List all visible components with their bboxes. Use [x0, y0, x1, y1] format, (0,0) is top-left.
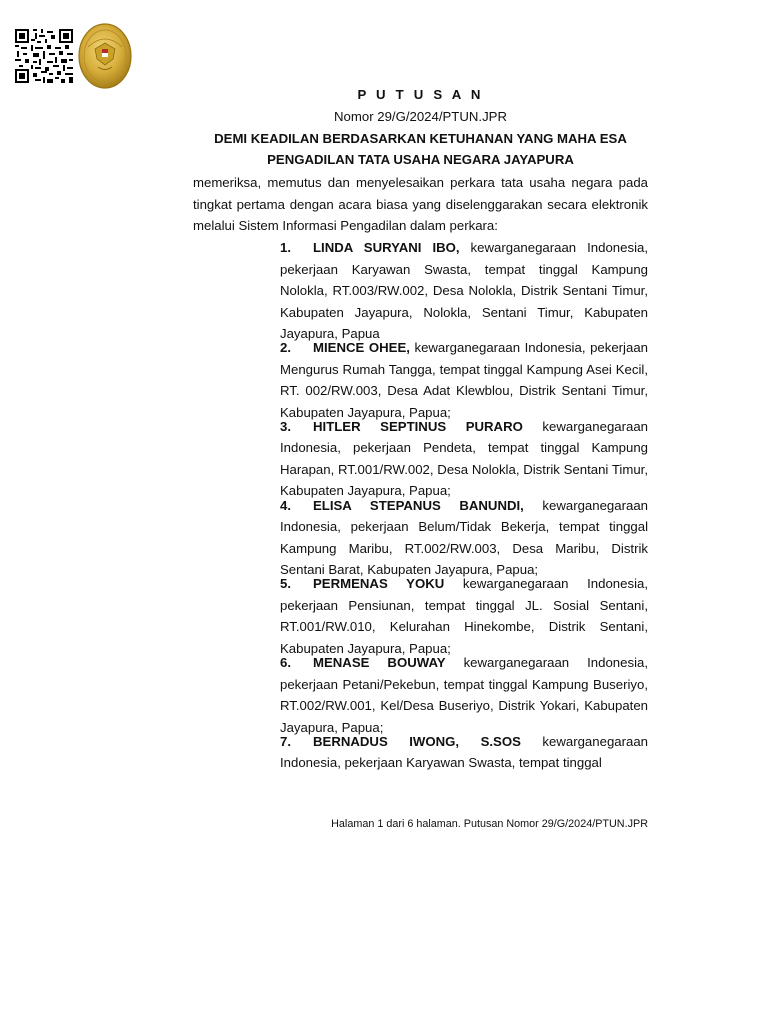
qr-code-icon	[15, 29, 73, 83]
party-detail: kewarganegaraan Indonesia, pekerjaan Pensiunan, tempat tinggal JL. Sosial Sentani, RT.001/RW.010, Kelurahan Hinekombe, Distrik Sentani, Kabupaten Jayapura, Papua;	[280, 576, 648, 656]
intro-paragraph: memeriksa, memutus dan menyelesaikan perkara tata usaha negara pada tingkat pertama dengan acara biasa yang diselenggarakan secara elektronik melalui Sistem Informasi Pengadilan dalam perkara:	[193, 175, 648, 233]
party-number: 1.	[280, 240, 291, 255]
party-name: MENASE BOUWAY	[313, 655, 446, 671]
party-name: LINDA SURYANI IBO,	[313, 240, 460, 255]
party-detail: kewarganegaraan Indonesia, pekerjaan Belum/Tidak Bekerja, tempat tinggal Kampung Maribu, RT.002/RW.003, Desa Maribu, Distrik Sentani Barat, Kabupaten Jayapura, Papua;	[280, 497, 648, 578]
list-item	[280, 573, 648, 659]
party-name: ELISA STEPANUS BANUNDI,	[313, 497, 524, 513]
list-item	[280, 652, 648, 738]
party-number: 7.	[280, 733, 291, 749]
party-detail: kewarganegaraan Indonesia, pekerjaan Karyawan Swasta, tempat tinggal Kampung Nolokla, RT.003/RW.002, Desa Nolokla, Distrik Sentani Timur, Kabupaten Jayapura, Nolokla, Sentani Timur, Kabupaten Jayapura, Papua	[280, 240, 648, 341]
party-number: 6.	[280, 655, 291, 671]
party-number: 4.	[280, 497, 291, 513]
party-detail: kewarganegaraan Indonesia, pekerjaan Mengurus Rumah Tangga, tempat tinggal Kampung Asei Kecil, RT. 002/RW.003, Desa Adat Klewblou, Distrik Sentani Timur, Kabupaten Jayapura, Papua;	[280, 340, 648, 420]
parties-list	[280, 237, 648, 774]
party-detail: kewarganegaraan Indonesia, pekerjaan Petani/Pekebun, tempat tinggal Kampung Buseriyo, RT.002/RW.001, Kel/Desa Buseriyo, Distrik Yokari, Kabupaten Jayapura, Papua;	[280, 655, 649, 735]
list-item	[280, 337, 648, 423]
party-number: 5.	[280, 576, 291, 592]
supreme-court-seal-icon	[78, 23, 132, 89]
party-name: HITLER SEPTINUS PURARO	[313, 418, 523, 434]
list-item	[280, 495, 648, 581]
party-number: 2.	[280, 340, 291, 356]
party-name: BERNADUS IWONG, S.SOS	[313, 733, 521, 749]
page-title: P U T U S A N	[357, 87, 484, 102]
list-item	[280, 731, 648, 774]
party-name: PERMENAS YOKU	[313, 576, 445, 592]
party-detail: kewarganegaraan Indonesia, pekerjaan Pendeta, tempat tinggal Kampung Harapan, RT.001/RW.002, Desa Nolokla, Distrik Sentani Timur, Kabupaten Jayapura, Papua;	[280, 418, 649, 499]
court-name: PENGADILAN TATA USAHA NEGARA JAYAPURA	[267, 152, 574, 167]
list-item	[280, 416, 648, 502]
list-item	[280, 237, 648, 345]
irah-irah-heading: DEMI KEADILAN BERDASARKAN KETUHANAN YANG MAHA ESA	[214, 131, 627, 146]
page-footer: Halaman 1 dari 6 halaman. Putusan Nomor 29/G/2024/PTUN.JPR	[331, 818, 648, 830]
party-detail: kewarganegaraan Indonesia, pekerjaan Karyawan Swasta, tempat tinggal	[280, 733, 649, 771]
case-number: Nomor 29/G/2024/PTUN.JPR	[334, 109, 507, 124]
party-name: MIENCE OHEE,	[313, 340, 410, 356]
party-number: 3.	[280, 418, 291, 434]
